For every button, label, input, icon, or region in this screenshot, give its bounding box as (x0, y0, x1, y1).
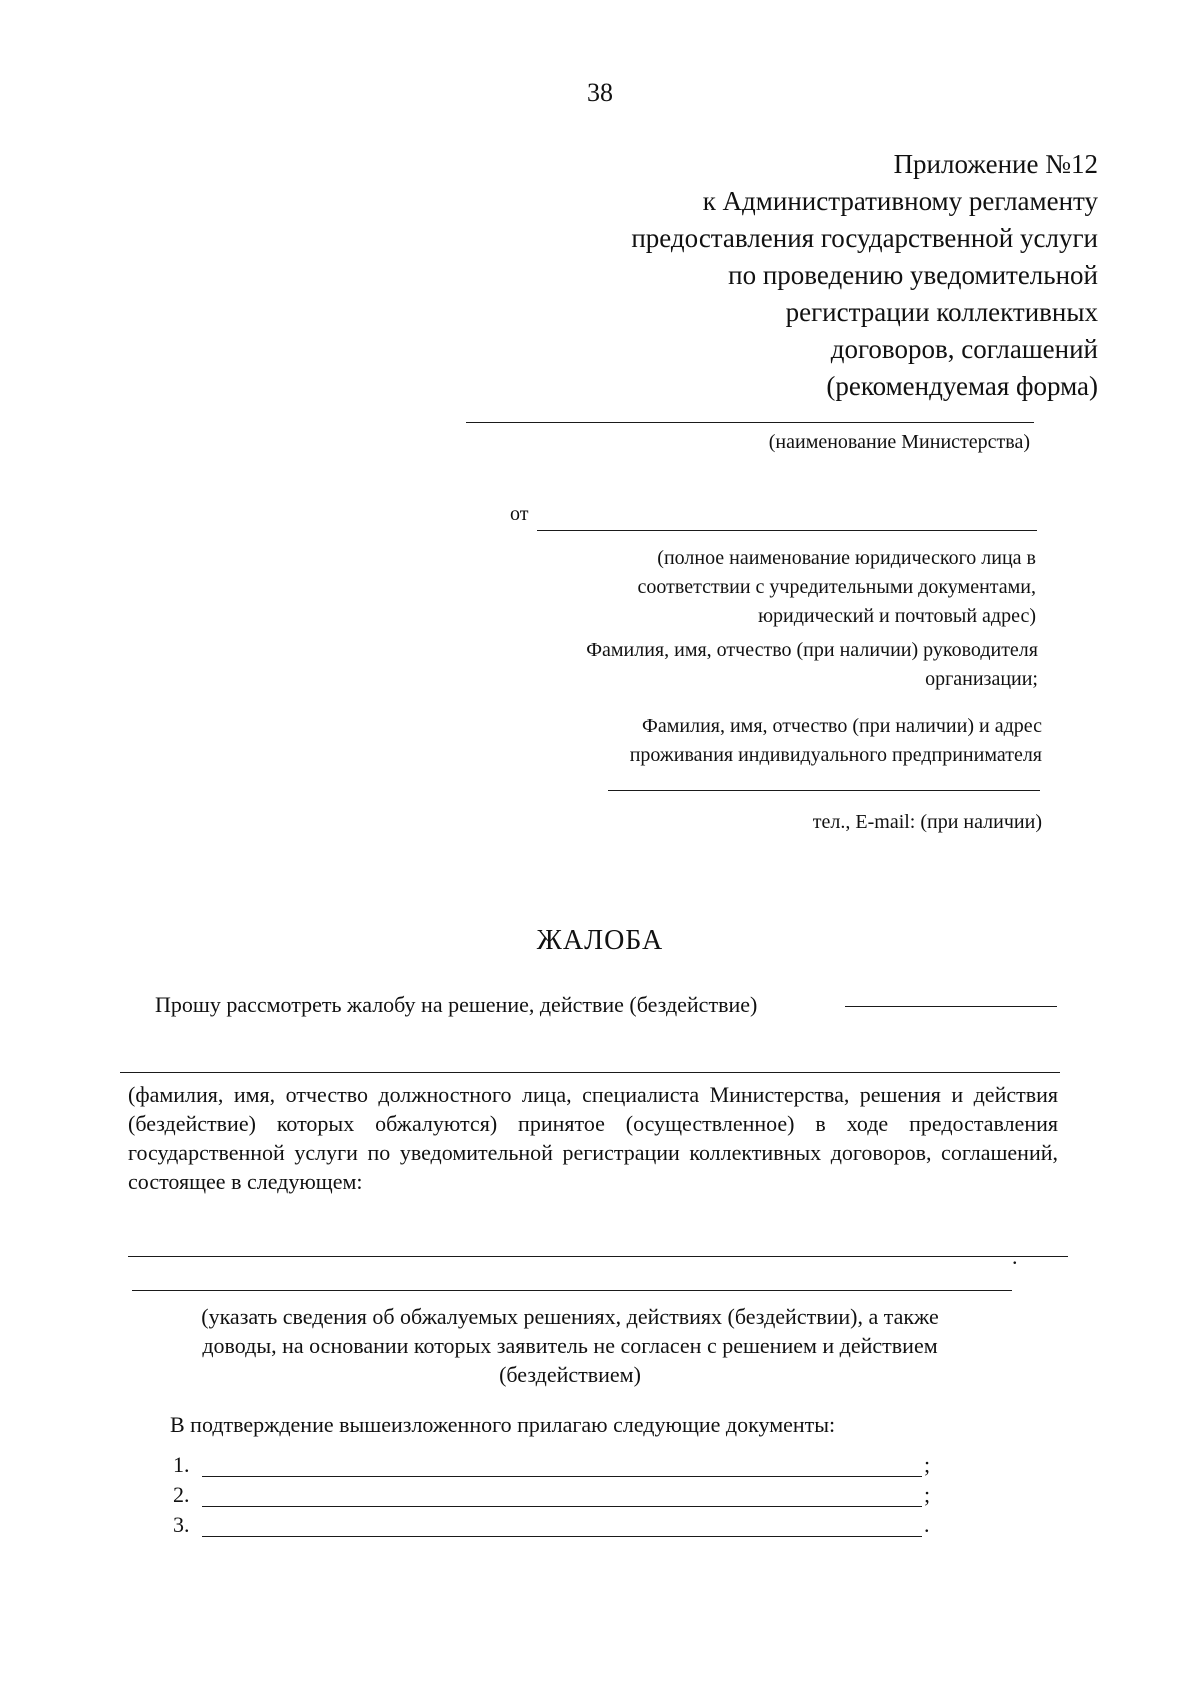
appendix-line: регистрации коллективных (785, 297, 1098, 327)
contacts-caption: тел., E-mail: (при наличии) (812, 811, 1042, 833)
form-type-note: (рекомендуемая форма) (826, 371, 1098, 401)
appendix-number: Приложение №12 (893, 149, 1098, 179)
appendix-line: договоров, соглашений (830, 334, 1098, 364)
applicant-name-field[interactable] (537, 530, 1037, 531)
complaint-title: ЖАЛОБА (536, 925, 664, 956)
head-of-organization-caption: Фамилия, имя, отчество (при наличии) руководителя организации; (586, 639, 1038, 690)
request-text: Прошу рассмотреть жалобу на решение, действие (бездействие) (155, 992, 758, 1017)
details-field-line-1[interactable] (128, 1256, 1068, 1257)
attachment-end-mark: . (924, 1512, 930, 1537)
attachment-end-mark: ; (924, 1452, 931, 1477)
contacts-field[interactable] (608, 790, 1040, 791)
ministry-name-field[interactable] (466, 422, 1034, 423)
appendix-header (631, 146, 1098, 405)
attachment-end-mark: ; (924, 1482, 931, 1507)
official-caption: (фамилия, имя, отчество должностного лица, специалиста Министерства, решения и действия (бездействие) которых обжалуются) принятое (осуществленное) в ходе предоставления государственной услуги по уведомительной регистрации коллективных договоров, соглашений, состоящее в следующем: (128, 1082, 1058, 1194)
attachment-number: 1. (173, 1452, 190, 1477)
appendix-line: по проведению уведомительной (728, 260, 1098, 290)
appendix-line: предоставления государственной услуги (631, 223, 1098, 253)
period-mark: . (1012, 1244, 1018, 1269)
appendix-line: к Административному регламенту (702, 186, 1098, 216)
attachment-field-1[interactable] (202, 1476, 922, 1477)
from-label: от (510, 503, 529, 525)
legal-entity-caption: (полное наименование юридического лица в соответствии с учредительными документами, юридический и почтовый адрес) (637, 547, 1036, 627)
complaint-subject-field[interactable] (845, 1006, 1057, 1007)
details-field-line-2[interactable] (132, 1290, 1012, 1291)
details-caption: (указать сведения об обжалуемых решениях, действиях (бездействии), а также доводы, на основании которых заявитель не согласен с решением и действием (бездействием) (201, 1304, 939, 1387)
page-number: 38 (587, 78, 613, 107)
attachment-field-2[interactable] (202, 1506, 922, 1507)
attachment-number: 2. (173, 1482, 190, 1507)
attachments-intro: В подтверждение вышеизложенного прилагаю следующие документы: (170, 1412, 836, 1437)
entrepreneur-caption: Фамилия, имя, отчество (при наличии) и адрес проживания индивидуального предпринимателя (629, 715, 1042, 766)
attachment-field-3[interactable] (202, 1536, 922, 1537)
attachment-number: 3. (173, 1512, 190, 1537)
official-name-field[interactable] (120, 1072, 1060, 1073)
ministry-name-caption: (наименование Министерства) (768, 431, 1030, 453)
